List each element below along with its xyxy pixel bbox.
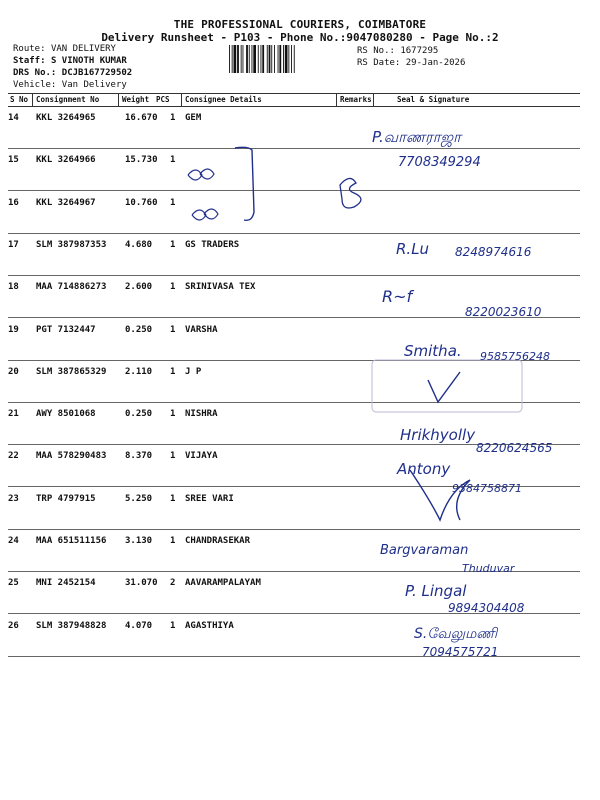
cell-pcs: 1 — [170, 493, 176, 504]
cell-pcs: 1 — [170, 197, 176, 208]
cell-pcs: 1 — [170, 282, 176, 293]
table-row — [8, 192, 580, 234]
signature-14: P.வாணராஜா — [372, 128, 461, 146]
table-row — [8, 276, 580, 318]
cell-pcs: 1 — [170, 324, 176, 335]
cell-consignment: SLM 387948828 — [36, 620, 107, 631]
barcode-bar — [229, 45, 230, 73]
barcode-bar — [291, 45, 292, 73]
barcode-bar — [278, 45, 279, 73]
phone-21: 8220624565 — [476, 441, 553, 455]
barcode-bar — [246, 45, 248, 73]
drs-line — [13, 68, 132, 78]
cell-sno: 17 — [8, 239, 19, 250]
cell-consignment: MAA 651511156 — [36, 536, 107, 546]
barcode-bar — [294, 45, 295, 73]
barcode-bar — [262, 45, 264, 73]
cell-sno: 19 — [8, 324, 19, 335]
document-title: THE PROFESSIONAL COURIERS, COIMBATORE — [173, 18, 427, 31]
barcode-bar — [271, 45, 272, 73]
barcode-bar — [253, 45, 256, 73]
cell-pcs: 2 — [170, 578, 176, 589]
table-row — [8, 234, 580, 276]
col-header-pcs: PCS — [156, 95, 170, 104]
barcode-bar — [258, 45, 259, 73]
drs-label: DRS No.: — [13, 68, 57, 78]
cell-consignment: TRP 4797915 — [36, 493, 96, 504]
staff-line — [13, 56, 127, 66]
cell-weight: 0.250 — [125, 324, 153, 335]
barcode-bar — [267, 45, 268, 73]
barcode-bar — [283, 45, 284, 73]
cell-sno: 20 — [8, 366, 19, 377]
table-row — [8, 107, 580, 149]
col-divider — [32, 93, 33, 106]
cell-details: GS TRADERS — [185, 239, 240, 250]
cell-weight: 2.110 — [125, 366, 153, 377]
phone-17: 8248974616 — [455, 245, 532, 259]
cell-details: NISHRA — [185, 409, 218, 420]
cell-details: VIJAYA — [185, 451, 218, 462]
table-row — [8, 615, 580, 657]
cell-pcs: 1 — [170, 155, 176, 166]
table-row — [8, 361, 580, 403]
signature-26: S.வேலுமணி — [414, 626, 498, 642]
phone-19: 9585756248 — [480, 350, 550, 363]
route-label: Route: — [13, 44, 46, 54]
staff-label: Staff: — [13, 56, 46, 66]
vehicle-value: Van Delivery — [61, 80, 127, 90]
drs-value: DCJB167729502 — [61, 68, 133, 78]
col-divider — [336, 93, 337, 106]
cell-pcs: 1 — [170, 620, 176, 631]
col-header-signature: Seal & Signature — [397, 95, 470, 104]
signature-19: Smitha. — [404, 342, 462, 360]
col-header-weight: Weight — [122, 95, 150, 104]
barcode-bar — [285, 45, 288, 73]
table-row — [8, 488, 580, 530]
cell-consignment: MNI 2452154 — [36, 578, 96, 589]
cell-details: SRINIVASA TEX — [185, 282, 256, 293]
cell-sno: 23 — [8, 493, 19, 504]
cell-sno: 15 — [8, 155, 19, 166]
signature-18: R~f — [382, 287, 413, 306]
signature-24: Bargvaraman — [380, 543, 469, 558]
vehicle-line — [13, 80, 127, 90]
table-row — [8, 403, 580, 445]
table-row — [8, 445, 580, 487]
cell-consignment: KKL 3264967 — [36, 197, 96, 208]
barcode-image — [229, 45, 353, 73]
route-value: VAN DELIVERY — [50, 44, 116, 54]
barcode-bar — [274, 45, 275, 73]
document-subtitle: Delivery Runsheet - P103 - Phone No.:9047080280 - Page No.:2 — [101, 31, 499, 44]
cell-details: VARSHA — [185, 324, 218, 335]
cell-weight: 2.600 — [125, 282, 153, 293]
signature-25: P. Lingal — [405, 582, 467, 600]
signature-22: Antony — [397, 460, 451, 478]
barcode-bar — [288, 45, 289, 73]
phone-25: 9894304408 — [448, 601, 525, 615]
barcode-bar — [243, 45, 244, 73]
rs-number: RS No.: 1677295 — [357, 46, 439, 56]
signature-21: Hrikhyolly — [400, 426, 476, 444]
cell-sno: 18 — [8, 282, 19, 293]
cell-details: AAVARAMPALAYAM — [185, 578, 261, 589]
cell-weight: 16.670 — [125, 113, 158, 123]
cell-weight: 5.250 — [125, 493, 153, 504]
col-header-remarks: Remarks — [340, 95, 372, 104]
cell-pcs: 1 — [170, 409, 176, 420]
cell-consignment: MAA 578290483 — [36, 451, 107, 462]
barcode-bar — [269, 45, 271, 73]
cell-weight: 4.070 — [125, 620, 153, 631]
barcode-bar — [279, 45, 281, 73]
table-row — [8, 530, 580, 572]
barcode-bar — [249, 45, 250, 73]
cell-consignment: MAA 714886273 — [36, 282, 107, 293]
cell-details: CHANDRASEKAR — [185, 536, 251, 546]
cell-consignment: KKL 3264966 — [36, 155, 96, 166]
staff-value: S VINOTH KUMAR — [50, 56, 127, 66]
phone-26: 7094575721 — [422, 645, 499, 659]
table-row — [8, 572, 580, 614]
col-header-details: Consignee Details — [185, 95, 262, 104]
phone-22: 9384758871 — [452, 482, 522, 495]
cell-weight: 4.680 — [125, 239, 153, 250]
signature-17: R.Lu — [396, 240, 430, 258]
header-rule-top — [8, 93, 580, 94]
cell-pcs: 1 — [170, 113, 176, 123]
cell-weight: 0.250 — [125, 409, 153, 420]
cell-pcs: 1 — [170, 366, 176, 377]
phone-18: 8220023610 — [465, 305, 542, 319]
cell-sno: 24 — [8, 536, 19, 546]
signature-24b: Thuduvar — [462, 562, 515, 575]
col-header-consignment: Consignment No — [36, 95, 100, 104]
cell-weight: 10.760 — [125, 197, 158, 208]
cell-sno: 21 — [8, 409, 19, 420]
cell-details: J P — [185, 366, 202, 377]
cell-pcs: 1 — [170, 451, 176, 462]
cell-sno: 16 — [8, 197, 19, 208]
phone-14: 7708349294 — [398, 155, 481, 170]
table-row — [8, 319, 580, 361]
barcode-bar — [241, 45, 242, 73]
vehicle-label: Vehicle: — [13, 80, 57, 90]
cell-weight: 8.370 — [125, 451, 153, 462]
cell-pcs: 1 — [170, 536, 176, 546]
row-divider — [8, 656, 580, 657]
barcode-bar — [232, 45, 233, 73]
cell-weight: 31.070 — [125, 578, 158, 589]
barcode-bar — [234, 45, 237, 73]
table-row — [8, 149, 580, 191]
col-header-sno: S No — [10, 95, 29, 104]
cell-sno: 22 — [8, 451, 19, 462]
cell-pcs: 1 — [170, 239, 176, 250]
col-divider — [118, 93, 119, 106]
cell-sno: 26 — [8, 620, 19, 631]
cell-consignment: SLM 387987353 — [36, 239, 107, 250]
cell-consignment: PGT 7132447 — [36, 324, 96, 335]
cell-weight: 3.130 — [125, 536, 153, 546]
col-divider — [181, 93, 182, 106]
barcode-bar — [261, 45, 262, 73]
cell-weight: 15.730 — [125, 155, 158, 166]
cell-details: AGASTHIYA — [185, 620, 234, 631]
route-line — [13, 44, 116, 54]
cell-consignment: KKL 3264965 — [36, 113, 96, 123]
barcode-bar — [237, 45, 239, 73]
cell-details: SREE VARI — [185, 493, 234, 504]
rs-date: RS Date: 29-Jan-2026 — [357, 58, 466, 68]
cell-sno: 14 — [8, 113, 19, 123]
cell-details: GEM — [185, 113, 202, 123]
cell-sno: 25 — [8, 578, 19, 589]
cell-consignment: AWY 8501068 — [36, 409, 96, 420]
barcode-bar — [252, 45, 253, 73]
cell-consignment: SLM 387865329 — [36, 366, 107, 377]
col-divider — [373, 93, 374, 106]
